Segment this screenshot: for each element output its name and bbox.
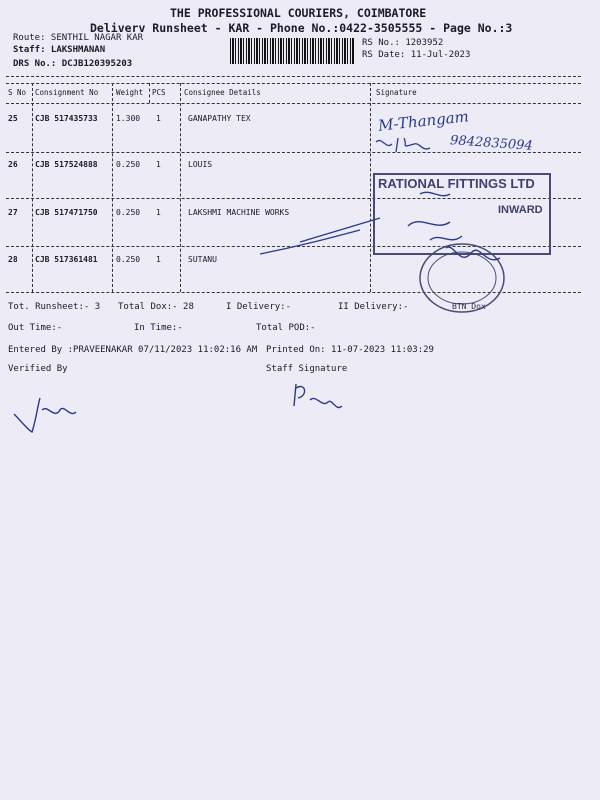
stamp-inward: INWARD [498, 204, 543, 216]
handwritten-signatures [240, 188, 540, 288]
route-label: Route: SENTHIL NAGAR KAR [13, 33, 144, 43]
table-row-pcs: 1 [156, 114, 161, 123]
out-time: Out Time:- [8, 323, 63, 333]
table-row-weight: 0.250 [116, 208, 141, 217]
table-row-consignment: CJB 517471750 [35, 208, 98, 217]
col-header-weight: Weight [116, 88, 144, 97]
handwritten-phone: 9842835094 [449, 133, 534, 154]
barcode [230, 38, 354, 64]
table-row-pcs: 1 [156, 160, 161, 169]
in-time: In Time:- [134, 323, 183, 333]
table-row-consignee: LOUIS [188, 160, 213, 169]
ii-delivery: II Delivery:- [338, 302, 409, 312]
table-row-sno: 26 [8, 160, 18, 169]
table-row-consignee: GANAPATHY TEX [188, 114, 251, 123]
i-delivery: I Delivery:- [226, 302, 292, 312]
total-runsheet: Tot. Runsheet:- 3 [8, 302, 101, 312]
handwritten-date-scribble [370, 130, 450, 160]
table-row-consignee: LAKSHMI MACHINE WORKS [188, 208, 290, 217]
rs-number: RS No.: 1203952 [362, 38, 444, 48]
col-divider [149, 83, 150, 103]
table-row-weight: 0.250 [116, 160, 141, 169]
stamp-btn-dox: BTN Dox [452, 302, 486, 311]
staff-label: Staff: LAKSHMANAN [13, 45, 106, 55]
table-row-weight: 1.300 [116, 114, 141, 123]
col-divider [112, 83, 113, 292]
table-row-consignment: CJB 517435733 [35, 114, 98, 123]
table-row-consignment: CJB 517524888 [35, 160, 98, 169]
total-dox: Total Dox:- 28 [118, 302, 194, 312]
table-row-consignee: SUTANU [188, 255, 217, 264]
col-divider [32, 83, 33, 292]
table-row-sno: 27 [8, 208, 18, 217]
printed-on: Printed On: 11-07-2023 11:03:29 [266, 345, 434, 355]
rs-date: RS Date: 11-Jul-2023 [362, 50, 471, 60]
staff-signature-label: Staff Signature [266, 364, 348, 374]
table-row-sno: 25 [8, 114, 18, 123]
table-row-weight: 0.250 [116, 255, 141, 264]
row-divider [6, 152, 581, 153]
verifier-signature [10, 390, 90, 440]
drs-number: DRS No.: DCJB120395203 [13, 59, 133, 69]
company-title: THE PROFESSIONAL COURIERS, COIMBATORE [170, 6, 427, 20]
total-pod: Total POD:- [256, 323, 316, 333]
table-header-rule [6, 103, 581, 104]
entered-by: Entered By :PRAVEENAKAR 07/11/2023 11:02:16 AM [8, 345, 258, 355]
table-row-pcs: 1 [156, 208, 161, 217]
col-header-consignee: Consignee Details [184, 88, 261, 97]
staff-signature-mark [288, 378, 348, 418]
col-divider [180, 83, 181, 292]
table-row-consignment: CJB 517361481 [35, 255, 98, 264]
handwritten-receiver-name: M-Thangam [377, 107, 470, 135]
table-top-rule-2 [6, 83, 581, 84]
runsheet-title: Deliverv Runsheet - KAR - Phone No.:0422-3505555 - Page No.:3 [90, 21, 513, 35]
col-header-sno: S No [8, 88, 27, 97]
col-header-consignment: Consignment No [35, 88, 99, 97]
stamp-company-name: RATIONAL FITTINGS LTD [378, 176, 535, 191]
table-row-pcs: 1 [156, 255, 161, 264]
table-top-rule [6, 76, 581, 77]
table-row-sno: 28 [8, 255, 18, 264]
col-header-signature: Signature [376, 88, 417, 97]
verified-by-label: Verified By [8, 364, 68, 374]
col-header-pcs: PCS [152, 88, 166, 97]
